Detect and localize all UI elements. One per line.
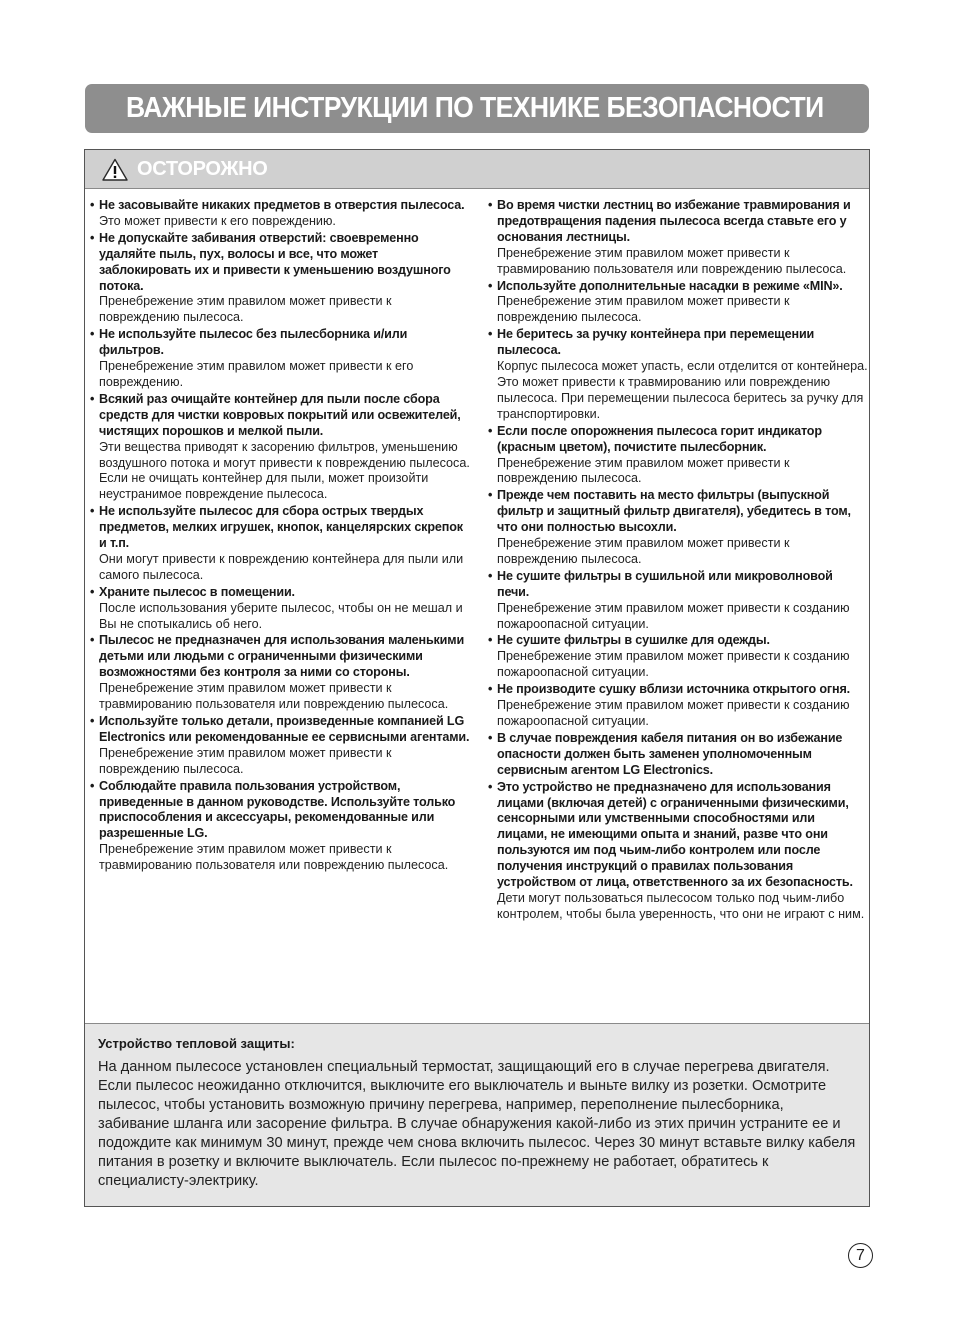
list-item: • В случае повреждения кабеля питания он во избежание опасности должен быть заменен уполномоченным сервисным агентом LG Electronics. [488,730,843,777]
thermal-title: Устройство тепловой защиты: [98,1036,295,1051]
list-item: • Это устройство не предназначено для использования лицами (включая детей) с ограниченными физическими, сенсорными или умственными способностями или лицами, не имеющими опыта и знаний, разве что они пользуются им под чьим-либо контролем или после получения инструкций о правилах пользования устройством от лица, ответственного за их безопасность. Дети могут пользоваться пылесосом только под чьим-либо контролем, чтобы была уверенность, что они не играют с ним. [488,779,865,921]
caution-title: ОСТОРОЖНО [137,157,268,180]
list-item: • Используйте дополнительные насадки в режиме «MIN». Пренебрежение этим правилом может привести к повреждению пылесоса. [488,278,843,325]
list-item: • Не производите сушку вблизи источника открытого огня. Пренебрежение этим правилом может привести к созданию пожароопасной ситуации. [488,682,850,728]
thermal-protection-section [85,1023,869,1206]
list-item: • Соблюдайте правила пользования устройством, приведенные в данном руководстве. Используйте только приспособления и аксессуары, рекомендованные или разрешенные LG. Пренебрежение этим правилом может привести к травмированию пользователя или повреждению пылесоса. [90,778,456,873]
list-item: • Не используйте пылесос для сбора острых твердых предметов, мелких игрушек, кнопок, канцелярских скрепок и т.п. Они могут привести к повреждению контейнера для пыли или самого пылесоса. [90,504,464,582]
left-column [90,198,470,875]
caution-header [85,150,869,189]
list-item: • Всякий раз очищайте контейнер для пыли после сбора средств для чистки ковровых покрытий или освежителей, чистящих порошков и мелкой пыли. Эти вещества приводят к засорению фильтров, уменьшению воздушного потока и могут привести к повреждению пылесоса. Если не очищать контейнер для пыли, может произойти неустранимое повреждение пылесоса. [90,391,470,502]
page-title: ВАЖНЫЕ ИНСТРУКЦИИ ПО ТЕХНИКЕ БЕЗОПАСНОСТИ [126,92,824,124]
list-item: • Храните пылесос в помещении. После использования уберите пылесос, чтобы он не мешал и Вы не спотыкались об него. [90,584,463,631]
page-number: 7 [848,1243,873,1268]
list-item: • Во время чистки лестниц во избежание травмирования и предотвращения падения пылесоса всегда ставьте его у основания лестницы. Пренебрежение этим правилом может привести к травмированию пользователя или повреждению пылесоса. [488,198,851,276]
list-item: • Используйте только детали, произведенные компанией LG Electronics или рекомендованные ее сервисными агентами. Пренебрежение этим правилом может привести к повреждению пылесоса. [90,714,470,776]
list-item: • Пылесос не предназначен для использования маленькими детьми или людьми с ограниченными физическими возможностями без контроля за ними со стороны. Пренебрежение этим правилом может привести к травмированию пользователя или повреждению пылесоса. [90,633,465,712]
title-bar [85,84,869,133]
list-item: • Не допускайте забивания отверстий: своевременно удаляйте пыль, пух, волосы и все, что может заблокировать их и привести к уменьшению воздушного потока. Пренебрежение этим правилом может привести к повреждению пылесоса. [90,230,451,325]
right-column [488,198,868,924]
list-item: • Не беритесь за ручку контейнера при перемещении пылесоса. Корпус пылесоса может упасть, если отделится от контейнера. Это может привести к травмированию или повреждению пылесоса. При перемещении пылесоса беритесь за ручку для транспортировки. [488,327,868,421]
list-item: • Не засовывайте никаких предметов в отверстия пылесоса. Это может привести к его повреждению. [90,198,465,228]
warning-triangle-icon [102,158,128,181]
list-item: • Не используйте пылесос без пылесборника и/или фильтров. Пренебрежение этим правилом может привести к его повреждению. [90,327,414,389]
thermal-text: На данном пылесосе установлен специальный термостат, защищающий его в случае перегрева двигателя. Если пылесос неожиданно отключится, выключите его выключатель и выньте вилку из розетки. Осмотрите пылесос, чтобы установить возможную причину перегрева, например, переполнение пылесборника, забивание шланга или засорение фильтра. В случае обнаружения какой-либо из этих причин устраните ее и подождите как минимум 30 минут, прежде чем снова включить пылесос. Через 30 минут вставьте вилку кабеля питания в розетку и включите выключатель. Если пылесос по-прежнему не работает, обратитесь к специалисту-электрику. [98,1059,856,1189]
list-item: • Если после опорожнения пылесоса горит индикатор (красным цветом), почистите пылесборник. Пренебрежение этим правилом может привести к повреждению пылесоса. [488,423,822,486]
list-item: • Не сушите фильтры в сушилке для одежды. Пренебрежение этим правилом может привести к созданию пожароопасной ситуации. [488,633,850,680]
list-item: • Прежде чем поставить на место фильтры (выпускной фильтр и защитный фильтр двигателя), убедитесь в том, что они полностью высохли. Пренебрежение этим правилом может привести к повреждению пылесоса. [488,488,851,566]
caution-box [84,149,870,1207]
list-item: • Не сушите фильтры в сушильной или микроволновой печи. Пренебрежение этим правилом может привести к созданию пожароопасной ситуации. [488,568,850,631]
